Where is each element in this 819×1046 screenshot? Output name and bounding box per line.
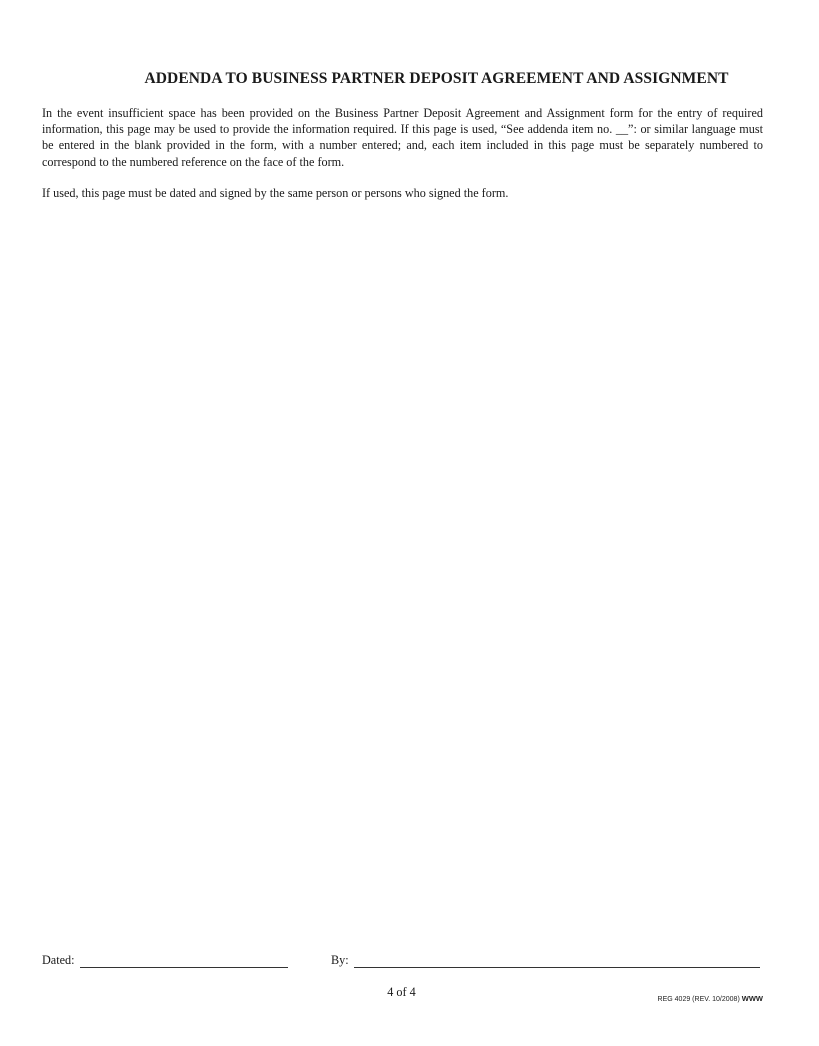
form-suffix: WWW [741,994,763,1003]
page-number: 4 of 4 [387,985,416,999]
dated-label: Dated: [42,953,75,967]
signing-requirement-paragraph: If used, this page must be dated and signed by the same person or persons who signed the form. [42,186,509,200]
dated-field[interactable] [80,967,288,968]
by-label: By: [331,953,349,967]
instructions-paragraph: In the event insufficient space has been provided on the Business Partner Deposit Agreement and Assignment form for the entry of required information, this page may be used to provide the information required. If this page is used, “See addenda item no. __”: or similar language must be entered in the blank provided in the form, with a number entered; and, each item included in this page must be separately numbered to correspond to the numbered reference on the face of the form. [42,106,763,169]
form-number: REG 4029 (REV. 10/2008) [657,996,740,1003]
form-code [658,994,763,1003]
page-title: ADDENDA TO BUSINESS PARTNER DEPOSIT AGREEMENT AND ASSIGNMENT [144,70,729,87]
signature-row [42,953,762,971]
signature-field[interactable] [354,967,760,968]
